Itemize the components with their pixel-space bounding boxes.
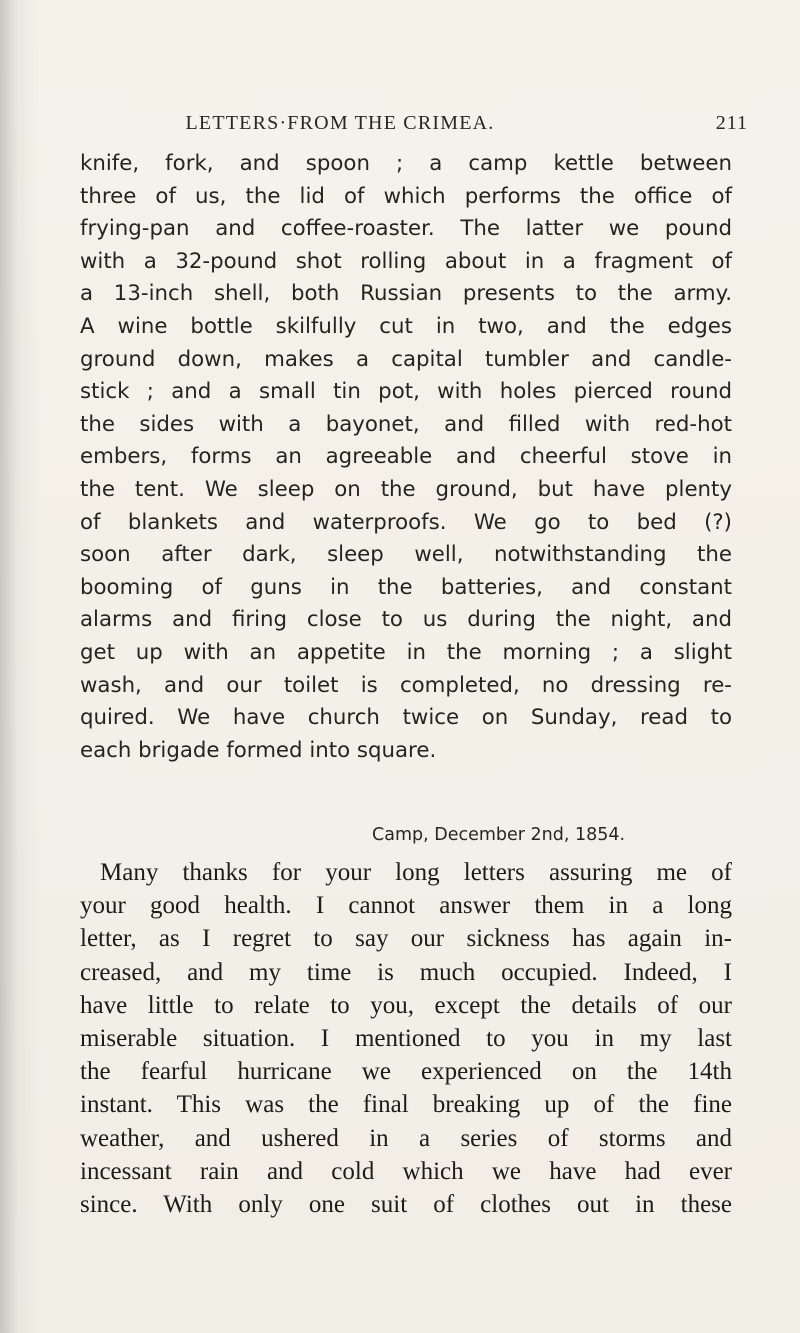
text-line: letter, as I regret to say our sickness has again in- bbox=[80, 925, 732, 953]
text-line: get up with an appetite in the morning ; a slight bbox=[80, 639, 732, 665]
text-line: alarms and firing close to us during the night, and bbox=[80, 607, 732, 633]
page-number: 211 bbox=[715, 112, 748, 134]
text-line: frying-pan and coffee-roaster. The latter we pound bbox=[80, 216, 732, 242]
paragraph-2 bbox=[80, 856, 732, 1221]
text-line: soon after dark, sleep well, notwithstanding the bbox=[80, 542, 732, 568]
text-line: have little to relate to you, except the details of our bbox=[80, 991, 732, 1019]
text-line: with a 32-pound shot rolling about in a fragment of bbox=[80, 248, 732, 274]
text-line: your good health. I cannot answer them in a long bbox=[80, 892, 732, 920]
text-line: incessant rain and cold which we have had ever bbox=[80, 1157, 732, 1185]
text-line: knife, fork, and spoon ; a camp kettle between bbox=[80, 151, 732, 176]
text-line: each brigade formed into square. bbox=[80, 737, 437, 763]
text-line: a 13-inch shell, both Russian presents to the army. bbox=[80, 281, 732, 307]
text-line: instant. This was the final breaking up of the fine bbox=[80, 1091, 732, 1119]
text-line: of blankets and waterproofs. We go to bed (?) bbox=[80, 509, 732, 535]
text-line: since. With only one suit of clothes out in these bbox=[80, 1191, 732, 1219]
text-line: quired. We have church twice on Sunday, read to bbox=[80, 705, 732, 731]
letter-dateline: Camp, December 2nd, 1854. bbox=[372, 825, 626, 845]
text-line: A wine bottle skilfully cut in two, and the edges bbox=[80, 313, 732, 339]
text-line: wash, and our toilet is completed, no dressing re- bbox=[80, 672, 732, 698]
text-line: stick ; and a small tin pot, with holes pierced round bbox=[80, 379, 732, 405]
paragraph-1 bbox=[80, 148, 732, 767]
text-line: Many thanks for your long letters assuring me of bbox=[100, 859, 732, 886]
text-line: three of us, the lid of which performs the office of bbox=[80, 183, 732, 209]
text-line: the fearful hurricane we experienced on the 14th bbox=[80, 1058, 732, 1086]
text-line: miserable situation. I mentioned to you in my last bbox=[80, 1025, 732, 1053]
text-line: embers, forms an agreeable and cheerful stove in bbox=[80, 444, 732, 470]
running-head bbox=[0, 112, 800, 142]
running-head-title: LETTERS·FROM THE CRIMEA. bbox=[185, 112, 495, 134]
text-line: weather, and ushered in a series of storms and bbox=[80, 1124, 732, 1152]
text-line: booming of guns in the batteries, and constant bbox=[80, 574, 732, 600]
text-line: the sides with a bayonet, and filled with red-hot bbox=[80, 411, 732, 437]
text-line: the tent. We sleep on the ground, but have plenty bbox=[80, 476, 732, 502]
text-line: ground down, makes a capital tumbler and candle- bbox=[80, 346, 732, 372]
text-line: creased, and my time is much occupied. Indeed, I bbox=[80, 958, 732, 986]
